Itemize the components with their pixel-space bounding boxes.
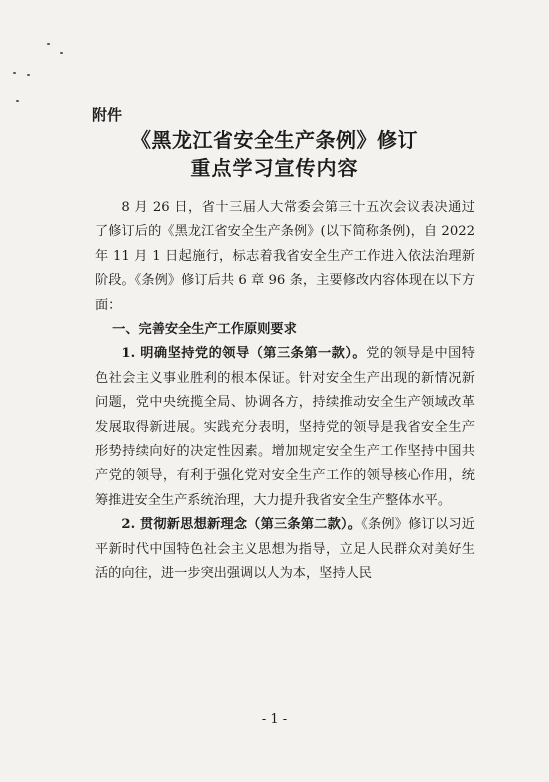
item-text-1: 党的领导是中国特色社会主义事业胜利的根本保证。针对安全生产出现的新情况新问题，党中央统揽全局、协调各方，持续推动安全生产领域改革发展取得新进展。实践充分表明，坚持党的领导是我省安全生产形势持续向好的决定性因素。增加规定安全生产工作坚持中国共产党的领导，有利于强化党对安全生产工作的领导核心作用，统筹推进安全生产系统治理，大力提升我省安全生产整体水平。 — [95, 346, 475, 508]
scan-speck — [13, 72, 16, 74]
section-heading: 一、完善安全生产工作原则要求 — [112, 322, 297, 338]
intro-paragraph: 8 月 26 日，省十三届人大常委会第三十五次会议表决通过了修订后的《黑龙江省安全生产条例》(以下简称条例)，自 2022 年 11 月 1 日起施行，标志着我省安全生产工作进入依法治理新阶段。《条例》修订后共 6 章 96 条，主要修改内容体现在以下方面： — [95, 200, 475, 313]
item-heading-1: 1. 明确坚持党的领导（第三条第一款）。 — [121, 346, 367, 362]
scan-speck — [60, 52, 63, 54]
attachment-label: 附件 — [92, 106, 123, 124]
item-paragraph-2 — [95, 513, 475, 586]
item-heading-2: 2. 贯彻新思想新理念（第三条第二款）。 — [121, 517, 362, 533]
item-text-2: 《条例》修订以习近平新时代中国特色社会主义思想为指导，立足人民群众对美好生活的向往，进一步突出强调以人为本，坚持人民 — [95, 517, 475, 582]
scan-speck — [27, 74, 30, 76]
item-paragraph-1 — [95, 342, 475, 513]
document-body — [95, 196, 475, 587]
scan-speck — [16, 100, 19, 102]
document-title-line-1: 《黑龙江省安全生产条例》修订 — [131, 128, 418, 152]
page-number: - 1 - — [261, 712, 288, 727]
document-title-line-2: 重点学习宣传内容 — [190, 156, 359, 180]
scan-speck — [47, 43, 50, 45]
